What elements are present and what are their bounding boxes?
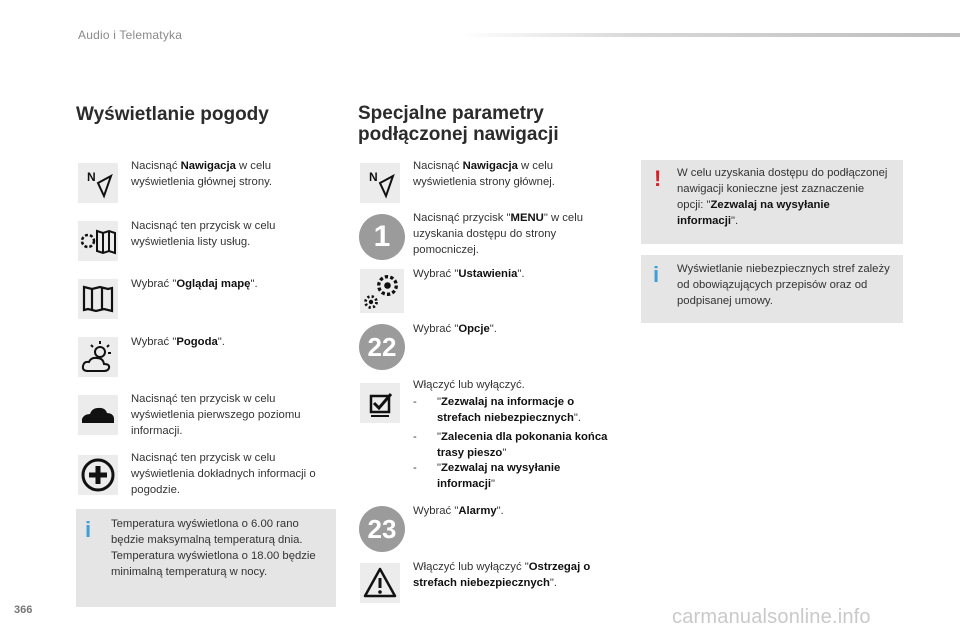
info-icon: i [653,262,660,287]
middle-step-nav-text: Nacisnąć Nawigacja w celu wyświetlenia strony głównej. [413,160,555,188]
left-step-3-text: Wybrać "Oglądaj mapę". [131,278,258,290]
weather-icon [78,337,118,377]
middle-title-line1: Specjalne parametry [358,103,544,124]
svg-text:N: N [369,170,378,184]
cloud-icon [78,395,118,435]
right-info-box [641,255,903,323]
header-divider [460,33,960,37]
middle-step-alarms-text: Wybrać "Alarmy". [413,505,504,517]
watermark: carmanualsonline.info [672,606,871,628]
warning-triangle-icon [360,563,400,603]
middle-step-warning-text: Włączyć lub wyłączyć "Ostrzegaj o strefach niebezpiecznych". [413,561,591,589]
middle-section-title [358,103,559,145]
left-section-title: Wyświetlanie pogody [76,104,269,125]
left-step-2-text: Nacisnąć ten przycisk w celu wyświetlenia listy usług. [131,220,276,248]
checkbox-icon [360,383,400,423]
svg-text:N: N [87,170,96,184]
left-step-4-text: Wybrać "Pogoda". [131,336,225,348]
options-bullet-list [413,394,613,494]
middle-title-line2: podłączonej nawigacji [358,124,559,145]
middle-step-menu-text: Nacisnąć przycisk "MENU" w celu uzyskania dostępu do strony pomocniczej. [413,212,583,256]
right-info-text: Wyświetlanie niebezpiecznych stref zależy od obowiązujących przepisów oraz od podpisanej umowy. [677,263,890,307]
left-info-box [76,509,336,607]
left-step-5-text: Nacisnąć ten przycisk w celu wyświetlenia pierwszego poziomu informacji. [131,393,301,437]
services-list-icon [78,221,118,261]
middle-step-settings-text: Wybrać "Ustawienia". [413,268,525,280]
left-step-6-text: Nacisnąć ten przycisk w celu wyświetlenia dokładnych informacji o pogodzie. [131,452,316,496]
navigation-icon [78,163,118,203]
page-number: 366 [14,604,33,616]
step-badge-22: 22 [359,324,405,370]
settings-icon [360,269,404,313]
step-badge-23: 23 [359,506,405,552]
bullet-item: - "Zezwalaj na informacje o strefach niebezpiecznych". [413,396,582,424]
warning-exclamation-icon: ! [654,166,662,191]
right-warning-box [641,160,903,244]
middle-step-options-text: Wybrać "Opcje". [413,323,497,335]
navigation-icon [360,163,400,203]
right-warning-text: W celu uzyskania dostępu do podłączonej nawigacji konieczne jest zaznaczenie opcji: "Zezwalaj na wysyłanie informacji". [677,167,888,227]
step-badge-1: 1 [359,214,405,260]
info-icon: i [85,517,92,542]
middle-toggle-intro: Włączyć lub wyłączyć. [413,379,525,391]
plus-icon [78,455,118,495]
map-icon [78,279,118,319]
section-title: Audio i Telematyka [78,28,183,42]
bullet-item: - "Zezwalaj na wysyłanie informacji" [413,462,561,490]
left-info-text: Temperatura wyświetlona o 6.00 rano będzie maksymalną temperaturą dnia. Temperatura wyświetlona o 18.00 będzie minimalną temperaturą w nocy. [111,518,316,578]
left-step-1-text: Nacisnąć Nawigacja w celu wyświetlenia głównej strony. [131,160,273,188]
bullet-item: - "Zalecenia dla pokonania końca trasy pieszo" [413,431,608,459]
